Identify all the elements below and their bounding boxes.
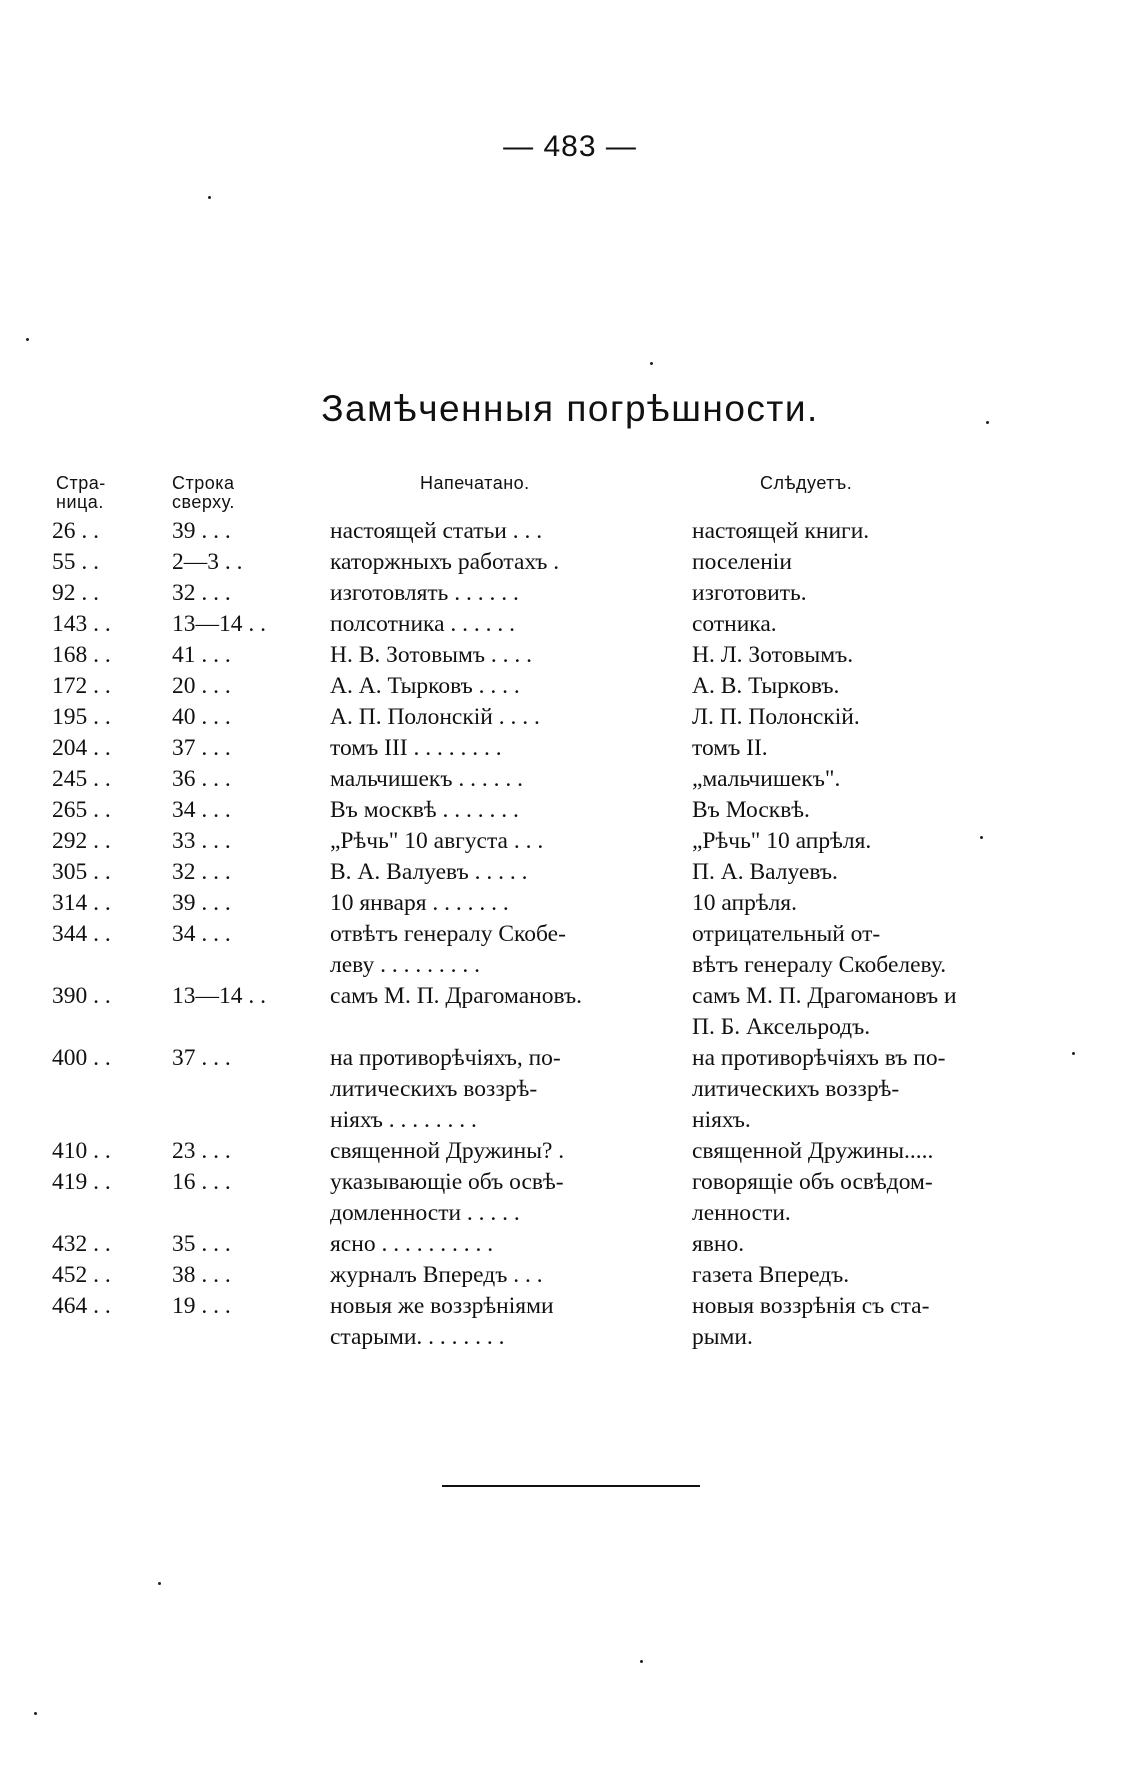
errata-correction-text <box>692 702 1102 733</box>
errata-correction-text <box>692 919 1102 981</box>
errata-correction-line: Л. П. Полонскій. <box>692 704 860 730</box>
errata-correction-text <box>692 640 1102 671</box>
errata-line-number: 34 . . . <box>172 921 231 947</box>
print-speck <box>650 362 653 365</box>
errata-row <box>0 1136 1140 1167</box>
errata-row <box>0 1167 1140 1229</box>
errata-row <box>0 578 1140 609</box>
errata-printed-line: мальчишекъ . . . . . . <box>330 766 523 792</box>
errata-correction-line: Н. Л. Зотовымъ. <box>692 642 854 668</box>
errata-printed-text <box>330 733 675 764</box>
errata-correction-text <box>692 609 1102 640</box>
errata-row <box>0 981 1140 1043</box>
print-speck <box>980 836 983 839</box>
errata-correction-text <box>692 1229 1102 1260</box>
errata-printed-line: самъ М. П. Драгомановъ. <box>330 983 582 1009</box>
errata-printed-line: каторжныхъ работахъ . <box>330 549 560 575</box>
errata-correction-line: П. А. Валуевъ. <box>692 859 838 885</box>
errata-page-number: 464 . . <box>52 1293 111 1319</box>
errata-printed-line: литическихъ воззрѣ- <box>330 1076 538 1102</box>
errata-printed-line: Въ москвѣ . . . . . . . <box>330 797 519 823</box>
errata-line-number: 19 . . . <box>172 1293 231 1319</box>
errata-correction-line: газета Впередъ. <box>692 1262 850 1288</box>
errata-correction-text <box>692 1043 1102 1136</box>
errata-page-number: 419 . . <box>52 1169 111 1195</box>
errata-correction-text <box>692 1291 1102 1353</box>
print-speck <box>208 196 211 199</box>
errata-row <box>0 733 1140 764</box>
errata-row <box>0 1260 1140 1291</box>
errata-row <box>0 795 1140 826</box>
errata-page-number: 265 . . <box>52 797 111 823</box>
errata-printed-text <box>330 981 675 1012</box>
errata-correction-line: рыми. <box>692 1324 753 1350</box>
errata-page-number: 314 . . <box>52 890 111 916</box>
errata-row <box>0 764 1140 795</box>
column-header-page-line: Стра- <box>56 474 106 493</box>
errata-line-number: 38 . . . <box>172 1262 231 1288</box>
errata-printed-line: леву . . . . . . . . . <box>330 952 480 978</box>
errata-printed-line: журналъ Впередъ . . . <box>330 1262 543 1288</box>
errata-correction-line: священной Дружины..... <box>692 1138 934 1164</box>
errata-correction-line: А. В. Тырковъ. <box>692 673 840 699</box>
errata-correction-line: „Рѣчь" 10 апрѣля. <box>692 828 872 854</box>
errata-printed-line: настоящей статьи . . . <box>330 518 543 544</box>
errata-page-number: 344 . . <box>52 921 111 947</box>
errata-printed-line: старыми. . . . . . . . <box>330 1324 505 1350</box>
errata-printed-text <box>330 1136 675 1167</box>
errata-printed-line: отвѣтъ генералу Скобе- <box>330 921 566 947</box>
errata-correction-line: отрицательный от- <box>692 921 881 947</box>
print-speck <box>1072 1052 1075 1055</box>
print-speck <box>986 421 989 424</box>
errata-printed-line: Н. В. Зотовымъ . . . . <box>330 642 532 668</box>
errata-row <box>0 640 1140 671</box>
errata-row <box>0 1043 1140 1136</box>
errata-printed-text <box>330 609 675 640</box>
errata-correction-text <box>692 795 1102 826</box>
errata-page-number: 292 . . <box>52 828 111 854</box>
errata-page-number: 400 . . <box>52 1045 111 1071</box>
errata-printed-line: ясно . . . . . . . . . . <box>330 1231 494 1257</box>
errata-row <box>0 702 1140 733</box>
errata-correction-text <box>692 733 1102 764</box>
errata-row <box>0 609 1140 640</box>
errata-page-number: 452 . . <box>52 1262 111 1288</box>
errata-printed-text <box>330 826 675 857</box>
print-speck <box>640 1660 643 1663</box>
errata-line-number: 20 . . . <box>172 673 231 699</box>
errata-printed-line: ніяхъ . . . . . . . . <box>330 1107 477 1133</box>
errata-page-number: 92 . . <box>52 580 99 606</box>
errata-correction-text <box>692 826 1102 857</box>
errata-printed-line: изготовлять . . . . . . <box>330 580 519 606</box>
errata-correction-text <box>692 888 1102 919</box>
errata-printed-line: полсотника . . . . . . <box>330 611 516 637</box>
errata-correction-line: поселеніи <box>692 549 792 575</box>
errata-printed-text <box>330 547 675 578</box>
errata-correction-line: томъ II. <box>692 735 768 761</box>
errata-line-number: 39 . . . <box>172 890 231 916</box>
errata-correction-line: „мальчишекъ". <box>692 766 841 792</box>
errata-row <box>0 857 1140 888</box>
column-header-should: Слѣдуетъ. <box>760 473 853 493</box>
errata-correction-line: настоящей книги. <box>692 518 870 544</box>
errata-correction-text <box>692 547 1102 578</box>
errata-line-number: 13—14 . . <box>172 983 266 1009</box>
errata-page-number: 245 . . <box>52 766 111 792</box>
errata-row <box>0 547 1140 578</box>
errata-line-number: 2—3 . . <box>172 549 243 575</box>
column-header-line-line: Строка <box>172 474 235 493</box>
errata-row <box>0 826 1140 857</box>
errata-correction-line: 10 апрѣля. <box>692 890 797 916</box>
errata-printed-text <box>330 919 675 981</box>
column-header-printed: Напечатано. <box>420 473 530 493</box>
errata-correction-text <box>692 764 1102 795</box>
errata-correction-line: сотника. <box>692 611 777 637</box>
errata-printed-text <box>330 1260 675 1291</box>
errata-line-number: 39 . . . <box>172 518 231 544</box>
column-header-page <box>56 474 106 512</box>
errata-line-number: 41 . . . <box>172 642 231 668</box>
page-title: Замѣченныя погрѣшности. <box>321 388 819 429</box>
errata-printed-line: новыя же воззрѣніями <box>330 1293 554 1319</box>
errata-printed-line: на противорѣчіяхъ, по- <box>330 1045 561 1071</box>
errata-line-number: 37 . . . <box>172 1045 231 1071</box>
errata-line-number: 40 . . . <box>172 704 231 730</box>
errata-printed-line: В. А. Валуевъ . . . . . <box>330 859 528 885</box>
errata-printed-line: „Рѣчь" 10 августа . . . <box>330 828 544 854</box>
errata-correction-line: говорящіе объ освѣдом- <box>692 1169 933 1195</box>
errata-page-number: 195 . . <box>52 704 111 730</box>
errata-printed-line: священной Дружины? . <box>330 1138 565 1164</box>
errata-line-number: 32 . . . <box>172 859 231 885</box>
errata-table <box>0 516 1140 1353</box>
errata-correction-line: самъ М. П. Драгомановъ и <box>692 983 957 1009</box>
errata-printed-text <box>330 1229 675 1260</box>
errata-printed-line: 10 января . . . . . . . <box>330 890 509 916</box>
errata-page-number: 204 . . <box>52 735 111 761</box>
column-header-line <box>172 474 235 512</box>
errata-printed-text <box>330 671 675 702</box>
errata-correction-text <box>692 981 1102 1043</box>
errata-page-number: 172 . . <box>52 673 111 699</box>
errata-correction-line: новыя воззрѣнія съ ста- <box>692 1293 930 1319</box>
errata-printed-text <box>330 578 675 609</box>
closing-rule <box>442 1485 700 1487</box>
errata-line-number: 16 . . . <box>172 1169 231 1195</box>
errata-correction-line: ленности. <box>692 1200 791 1226</box>
errata-correction-line: изготовить. <box>692 580 807 606</box>
errata-page-number: 390 . . <box>52 983 111 1009</box>
errata-page-number: 432 . . <box>52 1231 111 1257</box>
errata-correction-text <box>692 578 1102 609</box>
errata-page-number: 55 . . <box>52 549 99 575</box>
errata-line-number: 34 . . . <box>172 797 231 823</box>
errata-printed-line: А. П. Полонскій . . . . <box>330 704 540 730</box>
errata-row <box>0 888 1140 919</box>
errata-printed-text <box>330 857 675 888</box>
errata-page-number: 305 . . <box>52 859 111 885</box>
errata-correction-text <box>692 1136 1102 1167</box>
column-header-line-line: сверху. <box>172 493 235 512</box>
errata-row <box>0 516 1140 547</box>
errata-line-number: 32 . . . <box>172 580 231 606</box>
errata-row <box>0 1291 1140 1353</box>
errata-correction-line: Въ Москвѣ. <box>692 797 810 823</box>
column-header-page-line: ница. <box>56 493 104 512</box>
errata-printed-text <box>330 1167 675 1229</box>
print-speck <box>34 1712 37 1715</box>
errata-line-number: 23 . . . <box>172 1138 231 1164</box>
errata-correction-line: на противорѣчіяхъ въ по- <box>692 1045 946 1071</box>
errata-printed-text <box>330 1291 675 1353</box>
errata-row <box>0 671 1140 702</box>
errata-correction-text <box>692 1260 1102 1291</box>
errata-correction-text <box>692 516 1102 547</box>
errata-printed-text <box>330 640 675 671</box>
errata-correction-line: ніяхъ. <box>692 1107 751 1133</box>
errata-page-number: 410 . . <box>52 1138 111 1164</box>
errata-printed-line: указывающіе объ освѣ- <box>330 1169 564 1195</box>
page-number: — 483 — <box>503 130 637 163</box>
errata-printed-text <box>330 795 675 826</box>
errata-page-number: 168 . . <box>52 642 111 668</box>
errata-correction-text <box>692 1167 1102 1229</box>
errata-correction-text <box>692 671 1102 702</box>
errata-line-number: 33 . . . <box>172 828 231 854</box>
errata-correction-line: вѣтъ генералу Скобелеву. <box>692 952 947 978</box>
errata-printed-line: А. А. Тырковъ . . . . <box>330 673 520 699</box>
errata-printed-text <box>330 888 675 919</box>
errata-row <box>0 919 1140 981</box>
errata-line-number: 13—14 . . <box>172 611 266 637</box>
errata-line-number: 36 . . . <box>172 766 231 792</box>
errata-printed-line: домленности . . . . . <box>330 1200 520 1226</box>
errata-page-number: 26 . . <box>52 518 99 544</box>
errata-correction-text <box>692 857 1102 888</box>
errata-page-number: 143 . . <box>52 611 111 637</box>
errata-printed-text <box>330 1043 675 1136</box>
errata-printed-text <box>330 764 675 795</box>
errata-line-number: 37 . . . <box>172 735 231 761</box>
errata-correction-line: литическихъ воззрѣ- <box>692 1076 900 1102</box>
errata-line-number: 35 . . . <box>172 1231 231 1257</box>
print-speck <box>158 1582 161 1585</box>
print-speck <box>26 338 29 341</box>
errata-printed-line: томъ III . . . . . . . . <box>330 735 502 761</box>
errata-printed-text <box>330 702 675 733</box>
errata-correction-line: П. Б. Аксельродъ. <box>692 1014 871 1040</box>
errata-row <box>0 1229 1140 1260</box>
errata-printed-text <box>330 516 675 547</box>
errata-correction-line: явно. <box>692 1231 745 1257</box>
